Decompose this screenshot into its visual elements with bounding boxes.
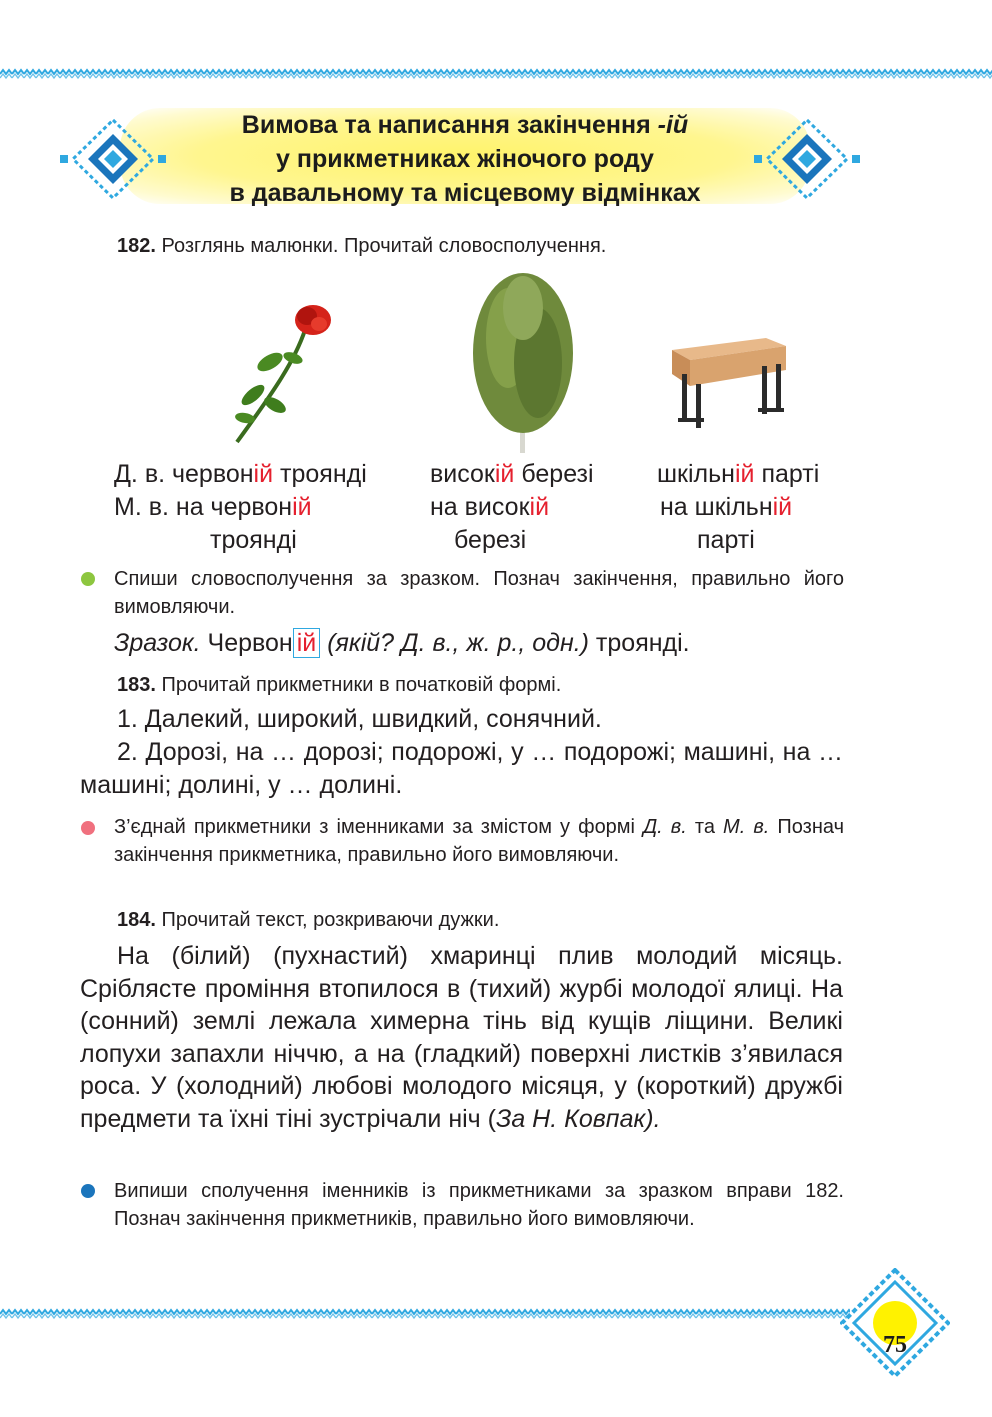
- exercise-183-heading: [117, 671, 561, 699]
- phrase-text: на висок: [430, 493, 530, 521]
- title-ending: -ій: [657, 111, 689, 139]
- task-case: М. в.: [723, 816, 770, 838]
- exercise-184-task: Випиши сполучення іменників із прикметниками за зразком вправи 182. Познач закінчення прикметників, правильно його вимовляючи.: [114, 1180, 844, 1230]
- phrase-text: парті: [697, 526, 755, 554]
- page-number: 75: [883, 1332, 907, 1358]
- ending-highlight: ій: [253, 460, 274, 488]
- ending-highlight: ій: [494, 460, 515, 488]
- exercise-183-item2: 2. Дорозі, на … дорозі; подорожі, у … подорожі; машині, на … машині; долині, у … долині.: [80, 738, 843, 799]
- exercise-number: 182.: [117, 235, 156, 257]
- phrase-text: Д. в. червон: [114, 460, 254, 488]
- exercise-instruction: Прочитай прикметники в початковій формі.: [161, 674, 562, 696]
- exercise-182-task: Спиши словосполучення за зразком. Познач закінчення, правильно його вимовляючи.: [114, 568, 844, 618]
- top-ornament-border: [0, 66, 992, 82]
- exercise-instruction: Розглянь малюнки. Прочитай словосполучення.: [161, 235, 607, 257]
- school-desk-image: [668, 330, 788, 430]
- phrase-text: березі: [454, 526, 527, 554]
- pink-bullet-icon: [81, 821, 95, 835]
- sample-question: (якій? Д. в., ж. р., одн.): [320, 629, 589, 657]
- task-text: Познач закінчення прикметника, правильно його вимовляючи.: [114, 816, 844, 866]
- word-column-3: [657, 458, 857, 557]
- title-line3: в давальному та місцевому відмінках: [229, 179, 701, 207]
- text-body: На (білий) (пухнастий) хмаринці плив молодий місяць. Сріблясте проміння втопилося в (тихий) журбі молодої ялиці. На (сонний) землі лежала химерна тінь від кущів ліщини. Великі лопухи запахли ніччю, а на (гладкий) поверхні листків з’явилася роса. У (холодний) любові молодого місяця, у (короткий) дружбі предмети та їхні тіні зустрічали ніч (: [80, 942, 843, 1133]
- exercise-183-item1: 1. Далекий, широкий, швидкий, сонячний.: [117, 705, 602, 733]
- task-text: та: [686, 816, 724, 838]
- exercise-number: 183.: [117, 674, 156, 696]
- text-author: За Н. Ковпак).: [495, 1104, 661, 1133]
- task-case: Д. в.: [643, 816, 687, 838]
- sample-stem: Червон: [200, 629, 293, 657]
- phrase-text: шкільн: [657, 460, 735, 488]
- phrase-text: березі: [514, 460, 594, 488]
- word-column-2: [430, 458, 640, 557]
- sample-ending-box: ій: [293, 628, 321, 658]
- blue-bullet-icon: [81, 1184, 95, 1198]
- sample-tail: троянді.: [588, 629, 690, 657]
- phrase-text: висок: [430, 460, 495, 488]
- page-number-ornament: [840, 1268, 950, 1378]
- bottom-ornament-border: [0, 1306, 850, 1322]
- phrase-text: на шкільн: [660, 493, 773, 521]
- exercise-182-heading: [117, 232, 606, 260]
- word-column-1: [114, 458, 414, 557]
- task-text: З’єднай прикметники з іменниками за змістом у формі: [114, 816, 644, 838]
- sample-label: Зразок.: [114, 629, 201, 657]
- lesson-title: [140, 108, 790, 210]
- phrase-text: М. в. на червон: [114, 493, 293, 521]
- ending-highlight: ій: [772, 493, 793, 521]
- exercise-184-heading: [117, 906, 499, 934]
- ending-highlight: ій: [734, 460, 755, 488]
- ending-highlight: ій: [292, 493, 312, 521]
- sample-line: [114, 627, 690, 660]
- ending-highlight: ій: [529, 493, 550, 521]
- exercise-184-text: [80, 940, 843, 1135]
- title-line2: у прикметниках жіночого роду: [276, 145, 654, 173]
- phrase-text: троянді: [273, 460, 367, 488]
- phrase-text: троянді: [210, 526, 297, 554]
- title-line1: Вимова та написання закінчення: [241, 111, 658, 139]
- phrase-text: парті: [754, 460, 820, 488]
- birch-tree-image: [468, 268, 578, 453]
- rose-image: [215, 300, 335, 445]
- exercise-183-task: [114, 813, 844, 869]
- exercise-number: 184.: [117, 909, 156, 931]
- exercise-instruction: Прочитай текст, розкриваючи дужки.: [161, 909, 500, 931]
- green-bullet-icon: [81, 572, 95, 586]
